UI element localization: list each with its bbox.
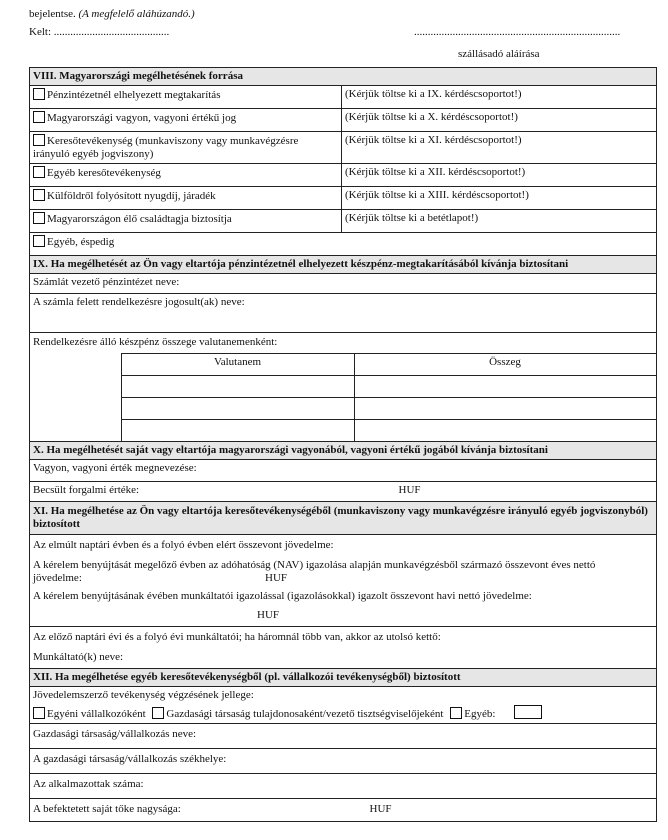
company-field[interactable]: Gazdasági társaság/vállalkozás neve: (30, 724, 657, 749)
checkbox[interactable] (450, 707, 462, 719)
capital-row (30, 799, 657, 822)
market-row (30, 482, 657, 502)
nav-label: A kérelem benyújtását megelőző évben az adóhatóság (NAV) igazolása alapján munkavégzésből származó összevont éves nettó (33, 559, 596, 571)
nature-row (30, 687, 657, 724)
section-xii-header (30, 669, 657, 687)
asset-row (30, 460, 657, 482)
source-option[interactable]: Keresőtevékenység (munkaviszony vagy munkavégzésre irányuló egyéb jogviszony) (30, 132, 342, 164)
monthly-label: A kérelem benyújtásának évében munkáltatói igazolással (igazolásokkal) igazolt összevont havi nettó jövedelme: (33, 590, 532, 602)
currency-cell[interactable] (122, 376, 355, 398)
signature-label: szállásadó aláírása (458, 48, 540, 60)
source-row (30, 86, 657, 109)
bank-row (30, 274, 657, 294)
section-viii-header (30, 68, 657, 86)
capital-field[interactable]: A befektetett saját tőke nagysága: HUF (30, 799, 657, 822)
income-block (30, 535, 657, 627)
amount-cell[interactable] (355, 376, 657, 398)
nature-block (30, 687, 657, 724)
source-option[interactable]: Egyéb keresőtevékenység (30, 164, 342, 187)
employees-field[interactable]: Az alkalmazottak száma: (30, 774, 657, 799)
source-note: (Kérjük töltse ki a IX. kérdéscsoportot!) (342, 86, 657, 109)
option-company[interactable]: Gazdasági társaság tulajdonosaként/vezető tisztségviselőjeként (152, 708, 443, 720)
huf-unit: HUF (398, 484, 421, 496)
source-note: (Kérjük töltse ki a XII. kérdéscsoportot!) (342, 164, 657, 187)
underline-note: (A megfelelő aláhúzandó.) (78, 8, 195, 20)
section-xi-header (30, 502, 657, 535)
checkbox[interactable] (33, 166, 45, 178)
currency-row (122, 420, 657, 442)
top-line (29, 8, 195, 21)
source-row (30, 132, 657, 164)
employers-row (30, 627, 657, 669)
seat-row (30, 749, 657, 774)
section-xii-title: XII. Ha megélhetése egyéb keresőtevékenységből (pl. vállalkozói tevékenységből) biztosított (30, 669, 657, 687)
employees-row (30, 774, 657, 799)
huf-unit: HUF (265, 572, 288, 584)
cash-cell (30, 333, 657, 442)
nature-label: Jövedelemszerző tevékenység végzésének jellege: (33, 689, 254, 701)
source-option[interactable]: Magyarországon élő családtagja biztosítja (30, 210, 342, 233)
currency-cell[interactable] (122, 398, 355, 420)
signature-dots: ........................................................................... (414, 26, 621, 38)
bank-field[interactable]: Számlát vezető pénzintézet neve: (30, 274, 657, 294)
amount-cell[interactable] (355, 420, 657, 442)
source-option-other[interactable]: Egyéb, éspedig (30, 233, 657, 256)
nature-options (33, 705, 652, 721)
checkbox[interactable] (33, 212, 45, 224)
source-note: (Kérjük töltse ki a XIII. kérdéscsoportot!) (342, 187, 657, 210)
checkbox[interactable] (33, 707, 45, 719)
authorized-field[interactable]: A számla felett rendelkezésre jogosult(ak) neve: (30, 294, 657, 333)
checkbox[interactable] (33, 134, 45, 146)
source-row (30, 109, 657, 132)
cash-label: Rendelkezésre álló készpénz összege valutanemenként: (33, 336, 278, 348)
authorized-row (30, 294, 657, 333)
income-block-row (30, 535, 657, 627)
huf-unit: HUF (369, 803, 392, 815)
checkbox[interactable] (33, 189, 45, 201)
checkbox[interactable] (33, 111, 45, 123)
currency-row (122, 376, 657, 398)
option-sole-trader[interactable]: Egyéni vállalkozóként (33, 708, 146, 720)
section-x-title: X. Ha megélhetését saját vagy eltartója magyarországi vagyonából, vagyoni értékű jogából kívánja biztosítani (30, 442, 657, 460)
checkbox[interactable] (152, 707, 164, 719)
amount-col-header: Összeg (355, 354, 657, 376)
source-option[interactable]: Külföldről folyósított nyugdíj, járadék (30, 187, 342, 210)
source-row (30, 187, 657, 210)
currency-row (122, 398, 657, 420)
top-text: bejelentse. (29, 8, 76, 20)
income-label: Az elmúlt naptári évben és a folyó évben elért összevont jövedelme: (33, 539, 334, 551)
option-other[interactable]: Egyéb: (450, 708, 495, 720)
source-row-other (30, 233, 657, 256)
currency-col-header: Valutanem (122, 354, 355, 376)
currency-table-wrap (30, 353, 656, 441)
source-note: (Kérjük töltse ki a X. kérdéscsoportot!) (342, 109, 657, 132)
source-note: (Kérjük töltse ki a XI. kérdéscsoportot!) (342, 132, 657, 164)
checkbox[interactable] (33, 235, 45, 247)
amount-cell[interactable] (355, 398, 657, 420)
section-x-header (30, 442, 657, 460)
company-row (30, 724, 657, 749)
source-note: (Kérjük töltse ki a betétlapot!) (342, 210, 657, 233)
cash-row (30, 333, 657, 442)
nav-line2[interactable]: jövedelme: HUF (33, 572, 288, 584)
employer-name-field[interactable]: Munkáltató(k) neve: (33, 651, 124, 663)
section-ix-title: IX. Ha megélhetését az Ön vagy eltartója pénzintézetnél elhelyezett készpénz-megtakarításából kívánja biztosítani (30, 256, 657, 274)
huf-unit: HUF (257, 609, 280, 621)
source-row (30, 164, 657, 187)
currency-table (121, 353, 656, 441)
form-table (29, 67, 657, 822)
source-option[interactable]: Pénzintézetnél elhelyezett megtakarítás (30, 86, 342, 109)
currency-cell[interactable] (122, 420, 355, 442)
seat-field[interactable]: A gazdasági társaság/vállalkozás székhelye: (30, 749, 657, 774)
market-field[interactable]: Becsült forgalmi értéke: HUF (30, 482, 657, 502)
checkbox[interactable] (33, 88, 45, 100)
section-viii-title: VIII. Magyarországi megélhetésének forrása (30, 68, 657, 86)
section-ix-header (30, 256, 657, 274)
employers-block (30, 627, 657, 669)
kelt-line: Kelt: .......................................... (29, 26, 170, 38)
currency-header-row (122, 354, 657, 376)
section-xi-title: XI. Ha megélhetése az Ön vagy eltartója keresőtevékenységéből (munkaviszony vagy munkavégzésre irányuló egyéb jogviszonyból) biztosított (30, 502, 657, 535)
source-row (30, 210, 657, 233)
other-input-box[interactable] (514, 705, 542, 719)
employers-label: Az előző naptári évi és a folyó évi munkáltatói; ha háromnál több van, akkor az utolsó kettő: (33, 631, 441, 643)
asset-field[interactable]: Vagyon, vagyoni érték megnevezése: (30, 460, 657, 482)
source-option[interactable]: Magyarországi vagyon, vagyoni értékű jog (30, 109, 342, 132)
